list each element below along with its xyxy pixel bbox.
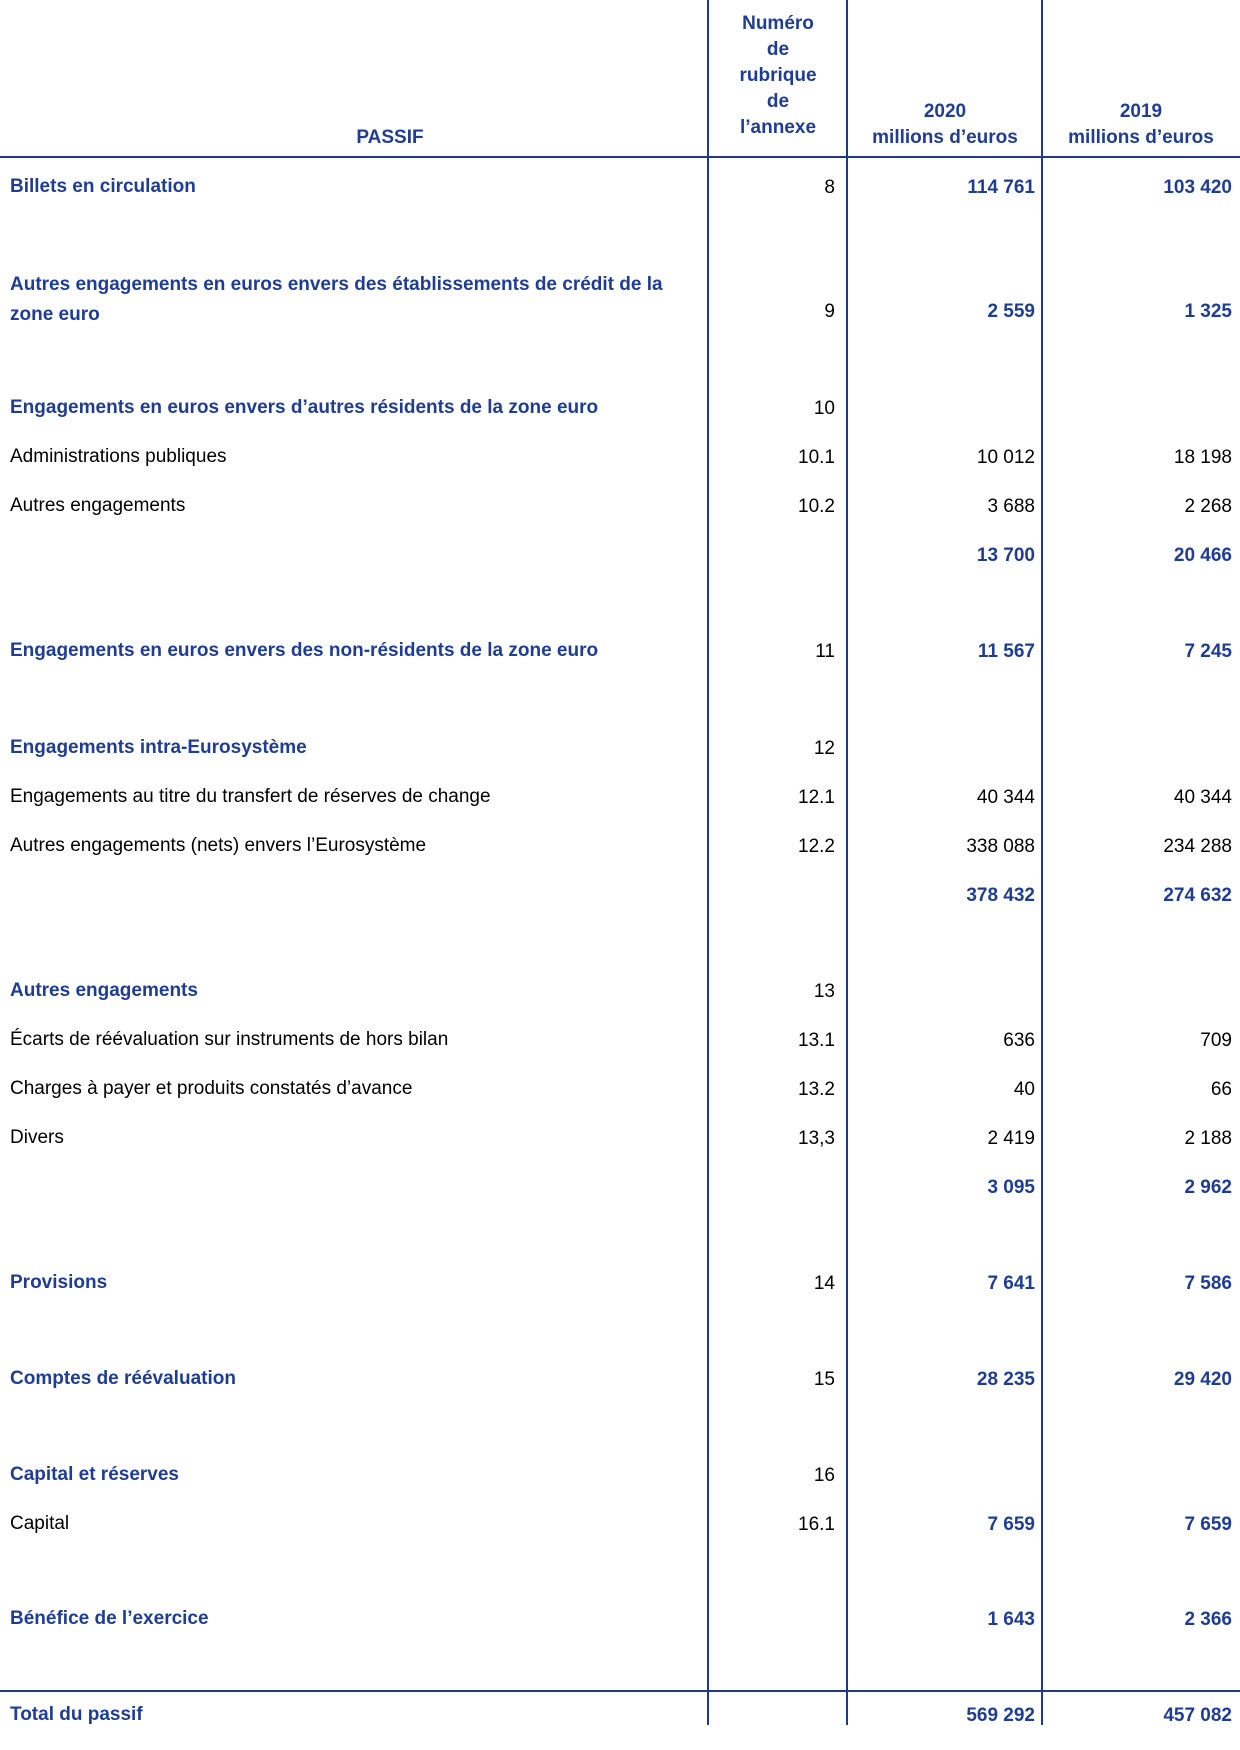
row-label: Engagements en euros envers des non-résidents de la zone euro: [10, 640, 599, 661]
row-label: Engagements en euros envers d’autres résidents de la zone euro: [10, 397, 599, 418]
row-note: 14: [813, 1273, 835, 1294]
row-value-2019: 7 245: [1184, 641, 1232, 662]
row-value-2020: 13 700: [976, 545, 1035, 566]
row-value-2019: 2 366: [1184, 1609, 1232, 1630]
row-note: 12.2: [798, 836, 835, 857]
row-note: 15: [813, 1369, 835, 1390]
row-value-2019: 457 082: [1163, 1705, 1232, 1726]
row-label: Divers: [10, 1127, 64, 1148]
row-note: 13: [813, 981, 835, 1002]
row-note: 12: [813, 738, 835, 759]
row-label: Bénéfice de l’exercice: [10, 1608, 209, 1629]
row-label: Capital et réserves: [10, 1464, 179, 1485]
row-note: 10.2: [798, 496, 835, 517]
column-divider-2020: [846, 0, 848, 1725]
row-value-2020: 3 095: [987, 1177, 1035, 1198]
row-value-2020: 2 419: [987, 1128, 1035, 1149]
row-value-2019: 7 659: [1184, 1514, 1232, 1535]
note-header-line: de: [766, 39, 790, 60]
row-note: 11: [815, 641, 835, 662]
row-value-2019: 274 632: [1163, 885, 1232, 906]
row-note: 13.2: [798, 1079, 835, 1100]
row-note: 10.1: [798, 447, 835, 468]
row-label: Engagements intra-Eurosystème: [10, 737, 307, 758]
row-label: Autres engagements en euros envers des établissements de crédit de la zone euro: [10, 274, 663, 325]
row-value-2020: 636: [1003, 1030, 1035, 1051]
year-2019-label: 2019: [1119, 101, 1163, 122]
row-value-2019: 234 288: [1163, 836, 1232, 857]
row-label: Charges à payer et produits constatés d’avance: [10, 1078, 413, 1099]
row-value-2020: 10 012: [976, 447, 1035, 468]
row-label: Comptes de réévaluation: [10, 1368, 236, 1389]
year-2019-unit: millions d’euros: [1068, 127, 1214, 148]
total-rule: [0, 1690, 1240, 1692]
row-value-2019: 103 420: [1163, 177, 1232, 198]
year-2020-label: 2020: [923, 101, 967, 122]
row-value-2020: 3 688: [987, 496, 1035, 517]
row-value-2020: 114 761: [967, 177, 1035, 198]
header-rule: [0, 156, 1240, 158]
row-value-2020: 569 292: [966, 1705, 1035, 1726]
row-value-2020: 1 643: [987, 1609, 1035, 1630]
row-value-2020: 40 344: [976, 787, 1035, 808]
row-note: 16.1: [798, 1514, 835, 1535]
row-value-2020: 11 567: [977, 641, 1035, 662]
row-value-2020: 338 088: [966, 836, 1035, 857]
row-label: Total du passif: [10, 1704, 143, 1725]
row-value-2019: 66: [1210, 1079, 1232, 1100]
row-label: Engagements au titre du transfert de réserves de change: [10, 786, 491, 807]
note-header-line: Numéro: [742, 13, 814, 34]
row-value-2019: 7 586: [1184, 1273, 1232, 1294]
row-value-2019: 29 420: [1173, 1369, 1232, 1390]
row-label: Provisions: [10, 1272, 108, 1293]
note-header-line: l’annexe: [739, 117, 817, 138]
row-value-2020: 28 235: [976, 1369, 1035, 1390]
year-2020-header: [850, 99, 1040, 151]
row-value-2019: 40 344: [1173, 787, 1232, 808]
column-divider-2019: [1041, 0, 1043, 1725]
note-column-header: [712, 11, 844, 141]
row-value-2019: 709: [1200, 1030, 1232, 1051]
row-note: 9: [824, 301, 835, 322]
row-note: 16: [813, 1465, 835, 1486]
row-value-2020: 7 659: [987, 1514, 1035, 1535]
row-value-2019: 20 466: [1173, 545, 1232, 566]
row-label: Autres engagements: [10, 980, 198, 1001]
row-value-2020: 40: [1013, 1079, 1035, 1100]
row-note: 8: [824, 177, 835, 198]
row-value-2019: 1 325: [1184, 301, 1232, 322]
note-header-line: de: [766, 91, 790, 112]
row-note: 10: [813, 398, 835, 419]
year-2019-header: [1045, 99, 1237, 151]
year-2020-unit: millions d’euros: [872, 127, 1018, 148]
row-note: 12.1: [798, 787, 835, 808]
row-value-2020: 7 641: [987, 1273, 1035, 1294]
row-value-2020: 378 432: [966, 885, 1035, 906]
row-value-2019: 2 962: [1184, 1177, 1232, 1198]
row-note: 13,3: [798, 1128, 835, 1149]
row-label: Capital: [10, 1513, 70, 1534]
row-note: 13.1: [798, 1030, 835, 1051]
passif-header: PASSIF: [356, 127, 424, 148]
row-label: Autres engagements (nets) envers l’Eurosystème: [10, 835, 427, 856]
row-value-2020: 2 559: [987, 301, 1035, 322]
row-value-2019: 2 268: [1184, 496, 1232, 517]
row-value-2019: 18 198: [1173, 447, 1232, 468]
row-label: Administrations publiques: [10, 446, 227, 467]
row-label: Écarts de réévaluation sur instruments de hors bilan: [10, 1029, 449, 1050]
note-header-line: rubrique: [739, 65, 817, 86]
row-value-2019: 2 188: [1184, 1128, 1232, 1149]
row-label: Autres engagements: [10, 495, 186, 516]
row-label: Billets en circulation: [10, 176, 196, 197]
